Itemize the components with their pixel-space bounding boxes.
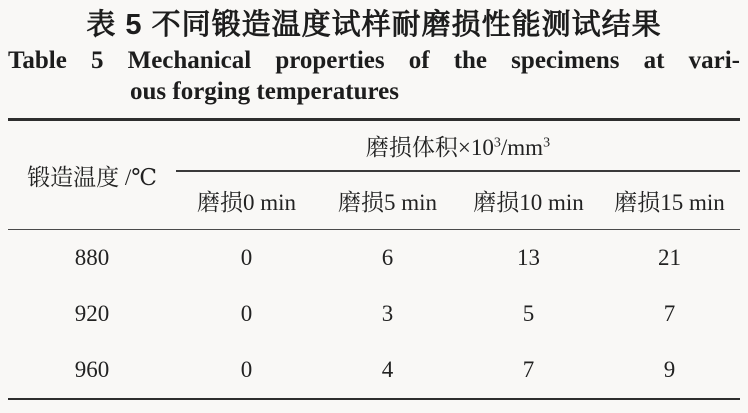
cell-value: 5 [522,301,535,326]
col-header-wear-5min: 磨损5 min [317,171,458,230]
table-caption-english [8,46,740,106]
cell-value: 9 [663,357,676,382]
cell-value: 7 [522,357,535,382]
cell-value: 7 [663,301,676,326]
col-header-wear-15min: 磨损15 min [599,171,740,230]
cell-temperature: 960 [74,357,110,382]
cell-value: 3 [381,301,394,326]
col-header-wear-10min: 磨损10 min [458,171,599,230]
wear-volume-unit: /mm [500,135,544,160]
col-header-wear-volume [176,120,740,172]
caption-english-line2: ous forging temperatures [130,78,399,105]
cell-value: 0 [240,245,253,270]
results-table [8,118,740,400]
header-row-span [8,120,740,172]
wear-volume-label: 磨损体积×10 [365,135,494,160]
wear-volume-exponent: 3 [493,135,501,151]
cell-temperature: 920 [74,301,110,326]
caption-english-line1: Table 5 Mechanical properties of the specimens at vari- [8,47,740,74]
col-header-wear-0min: 磨损0 min [176,171,317,230]
cell-value: 21 [658,245,681,270]
table-row [8,286,740,342]
table-row [8,230,740,287]
table-caption-chinese: 表 5 不同锻造温度试样耐磨损性能测试结果 [86,9,662,41]
cell-value: 0 [240,357,253,382]
cell-temperature: 880 [74,245,110,270]
table-row [8,342,740,399]
cell-value: 4 [381,357,394,382]
cell-value: 0 [240,301,253,326]
col-header-forging-temperature: 锻造温度 /℃ [8,120,176,230]
wear-volume-unit-exponent: 3 [543,135,551,151]
cell-value: 13 [517,245,540,270]
cell-value: 6 [381,245,394,270]
